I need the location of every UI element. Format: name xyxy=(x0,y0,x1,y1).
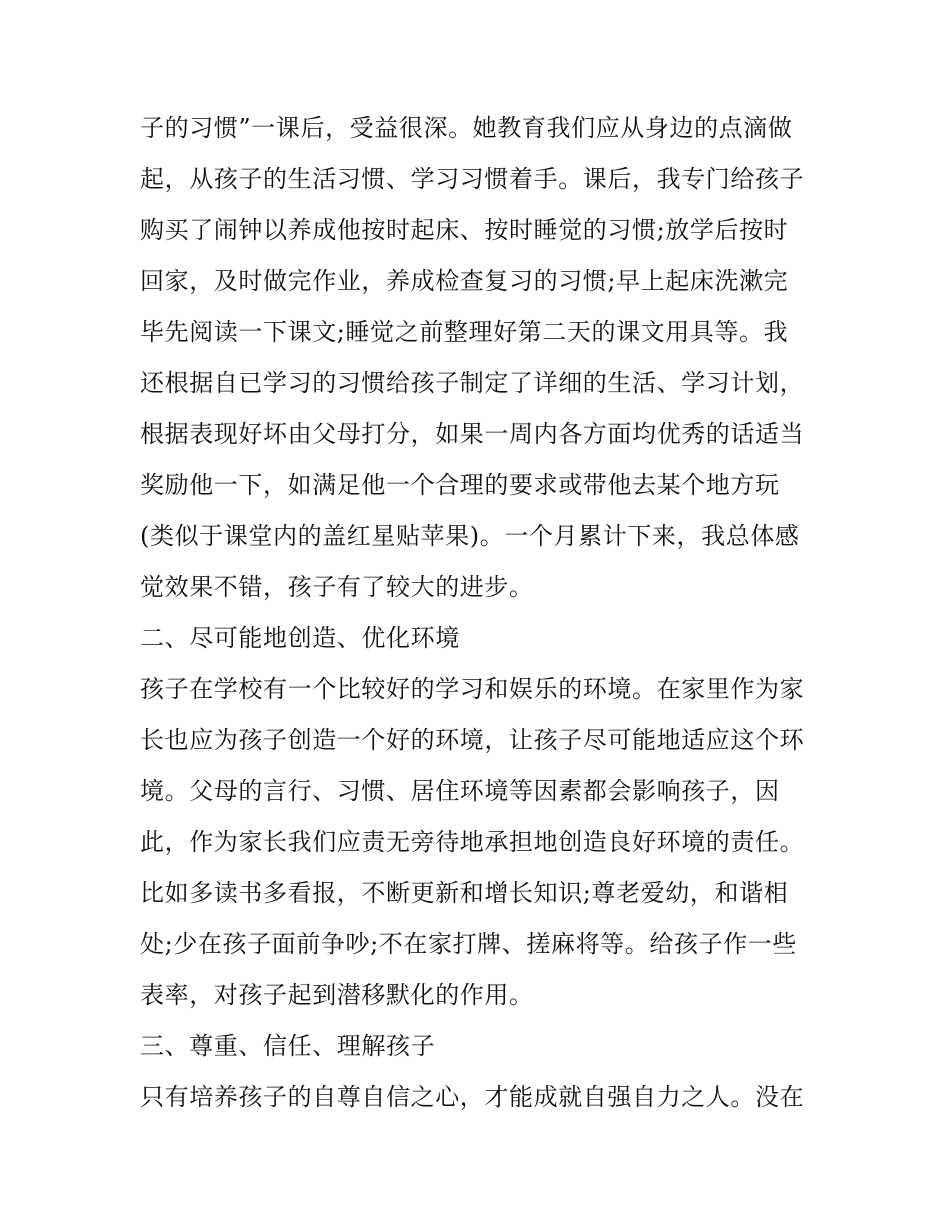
document-body xyxy=(140,103,830,1123)
text-line: 处;少在孩子面前争吵;不在家打牌、搓麻将等。给孩子作一些 xyxy=(140,930,797,958)
text-line: 表率，对孩子起到潜移默化的作用。 xyxy=(140,981,534,1009)
text-line: 回家，及时做完作业，养成检查复习的习惯;早上起床洗漱完 xyxy=(140,267,789,295)
text-line: 长也应为孩子创造一个好的环境，让孩子尽可能地适应这个环 xyxy=(140,726,805,754)
text-line: 毕先阅读一下课文;睡觉之前整理好第二天的课文用具等。我 xyxy=(140,318,789,346)
text-line: 此，作为家长我们应责无旁待地承担地创造良好环境的责任。 xyxy=(140,828,805,856)
section-heading: 三、尊重、信任、理解孩子 xyxy=(140,1032,436,1060)
text-line: (类似于课堂内的盖红星贴苹果)。一个月累计下来，我总体感 xyxy=(140,522,800,550)
text-line: 觉效果不错，孩子有了较大的进步。 xyxy=(140,573,534,601)
text-line: 购买了闹钟以养成他按时起床、按时睡觉的习惯;放学后按时 xyxy=(140,216,789,244)
text-line: 还根据自已学习的习惯给孩子制定了详细的生活、学习计划， xyxy=(140,369,805,397)
text-line: 孩子在学校有一个比较好的学习和娱乐的环境。在家里作为家 xyxy=(140,675,805,703)
text-line: 境。父母的言行、习惯、居住环境等因素都会影响孩子，因 xyxy=(140,777,780,805)
text-line: 奖励他一下，如满足他一个合理的要求或带他去某个地方玩 xyxy=(140,471,780,499)
section-heading: 二、尽可能地创造、优化环境 xyxy=(140,624,460,652)
text-line: 只有培养孩子的自尊自信之心，才能成就自强自力之人。没在 xyxy=(140,1083,805,1111)
text-line: 起，从孩子的生活习惯、学习习惯着手。课后，我专门给孩子 xyxy=(140,165,805,193)
text-line: 子的习惯”一课后，受益很深。她教育我们应从身边的点滴做 xyxy=(140,114,793,142)
text-line: 根据表现好坏由父母打分，如果一周内各方面均优秀的话适当 xyxy=(140,420,805,448)
text-line: 比如多读书多看报，不断更新和增长知识;尊老爱幼，和谐相 xyxy=(140,879,789,907)
